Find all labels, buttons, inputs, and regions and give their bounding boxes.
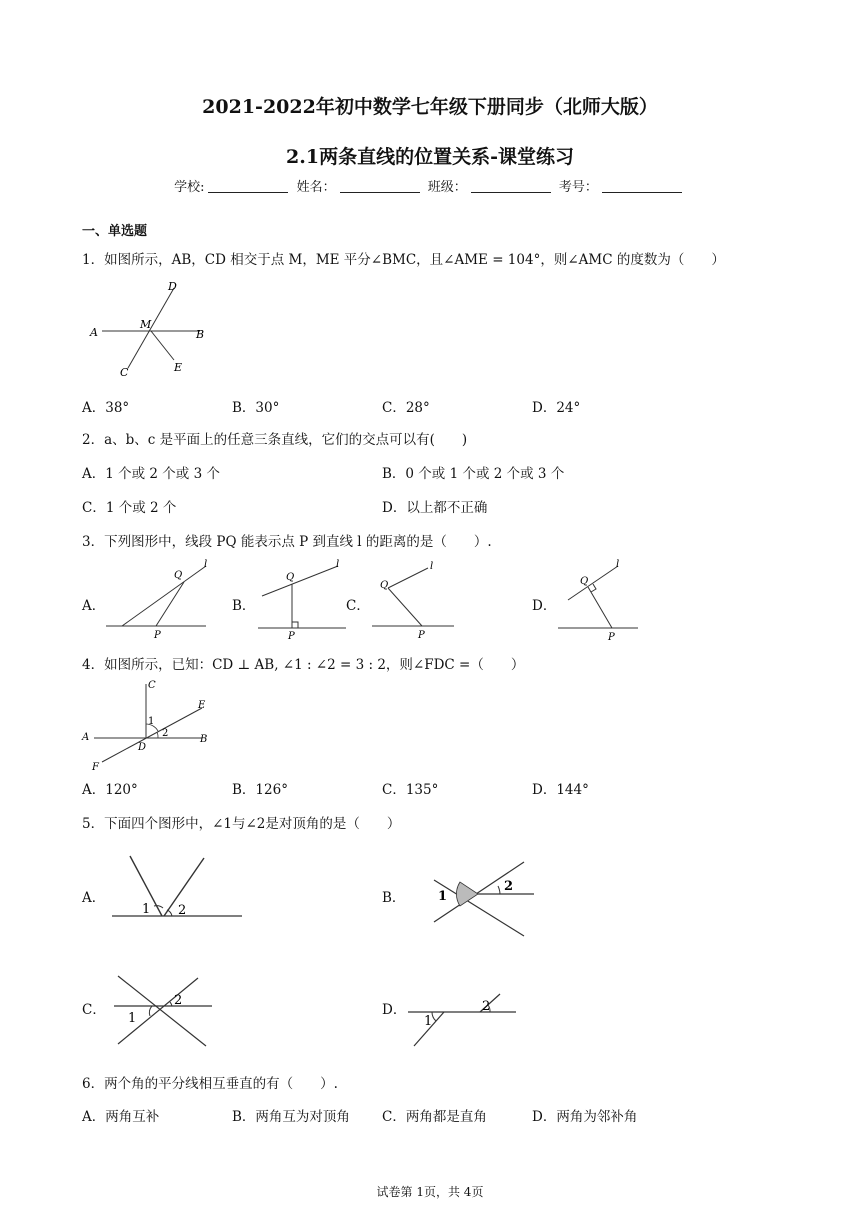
field-name-label: 姓名： xyxy=(296,180,336,195)
label-P: P xyxy=(418,630,425,641)
q4-option-a[interactable]: A．120° xyxy=(82,782,138,798)
q4-option-d[interactable]: D．144° xyxy=(532,782,589,798)
label-angle-1: 1 xyxy=(128,1011,137,1026)
q3-figure-c xyxy=(368,558,468,642)
field-name-blank[interactable] xyxy=(340,180,420,193)
q2-option-c[interactable]: C．1 个或 2 个 xyxy=(82,500,177,516)
q1-option-d[interactable]: D．24° xyxy=(532,400,581,416)
label-M: M xyxy=(140,318,152,331)
q3-option-d[interactable]: D． xyxy=(532,598,557,614)
q3-option-c[interactable]: C． xyxy=(346,598,370,614)
question-2-stem: 2．a、b、c 是平面上的任意三条直线，它们的交点可以有( ) xyxy=(82,432,468,448)
label-Q: Q xyxy=(380,580,389,591)
label-angle-2: 2 xyxy=(482,999,491,1014)
label-angle-1: 1 xyxy=(438,889,448,904)
q6-option-b[interactable]: B．两角互为对顶角 xyxy=(232,1109,350,1125)
q6-option-a[interactable]: A．两角互补 xyxy=(82,1109,160,1125)
label-D: D xyxy=(168,280,177,293)
exam-title: 2021-2022年初中数学七年级下册同步（北师大版） xyxy=(202,96,658,118)
label-D: D xyxy=(138,742,147,753)
label-E: E xyxy=(174,361,183,374)
q3-option-b[interactable]: B． xyxy=(232,598,256,614)
label-angle-2: 2 xyxy=(504,879,514,894)
q4-option-c[interactable]: C．135° xyxy=(382,782,439,798)
lesson-title: 2.1两条直线的位置关系-课堂练习 xyxy=(286,146,574,168)
label-l: l xyxy=(336,559,340,570)
q1-option-b[interactable]: B．30° xyxy=(232,400,280,416)
question-4-figure xyxy=(78,676,218,772)
label-A: A xyxy=(90,326,98,339)
label-angle-1: 1 xyxy=(148,716,155,727)
label-B: B xyxy=(200,734,208,745)
label-P: P xyxy=(154,630,161,641)
question-3-stem: 3．下列图形中，线段 PQ 能表示点 P 到直线 l 的距离的是（ ）. xyxy=(82,534,492,550)
label-angle-2: 2 xyxy=(174,993,183,1008)
q5-figure-d xyxy=(404,990,520,1050)
q5-option-d[interactable]: D． xyxy=(382,1002,407,1018)
label-A: A xyxy=(82,732,90,743)
label-P: P xyxy=(288,631,295,642)
q5-figure-c xyxy=(108,966,218,1052)
field-class-blank[interactable] xyxy=(471,180,551,193)
q5-option-a[interactable]: A． xyxy=(82,890,106,906)
label-Q: Q xyxy=(580,576,589,587)
student-info-line xyxy=(0,176,860,195)
q3-figure-a xyxy=(100,558,215,642)
question-6-stem: 6．两个角的平分线相互垂直的有（ ）. xyxy=(82,1076,338,1092)
label-C: C xyxy=(148,680,156,691)
q2-option-b[interactable]: B．0 个或 1 个或 2 个或 3 个 xyxy=(382,466,565,482)
label-l: l xyxy=(204,559,208,570)
q2-option-d[interactable]: D．以上都不正确 xyxy=(382,500,488,516)
q3-figure-d xyxy=(552,556,648,642)
question-4-stem: 4．如图所示，已知：CD ⊥ AB, ∠1 : ∠2 = 3 : 2，则∠FDC =（ ） xyxy=(82,657,525,673)
field-school-blank[interactable] xyxy=(208,180,288,193)
label-E: E xyxy=(198,700,206,711)
q1-option-a[interactable]: A．38° xyxy=(82,400,130,416)
label-angle-2: 2 xyxy=(178,903,187,918)
label-angle-1: 1 xyxy=(424,1014,433,1029)
label-l: l xyxy=(430,561,434,572)
q5-option-b[interactable]: B． xyxy=(382,890,406,906)
page-footer: 试卷第 1页，共 4页 xyxy=(376,1185,484,1199)
q5-figure-b xyxy=(424,852,544,942)
q2-option-a[interactable]: A．1 个或 2 个或 3 个 xyxy=(82,466,220,482)
question-5-stem: 5．下面四个图形中，∠1与∠2是对顶角的是（ ） xyxy=(82,816,401,832)
field-class-label: 班级： xyxy=(427,180,467,195)
label-C: C xyxy=(120,366,129,378)
label-angle-1: 1 xyxy=(142,902,151,917)
label-angle-2: 2 xyxy=(162,728,169,739)
question-1-figure xyxy=(82,278,222,378)
q3-option-a[interactable]: A． xyxy=(82,598,106,614)
label-Q: Q xyxy=(174,570,183,581)
q6-option-c[interactable]: C．两角都是直角 xyxy=(382,1109,487,1125)
label-l: l xyxy=(616,559,620,570)
q6-option-d[interactable]: D．两角为邻补角 xyxy=(532,1109,638,1125)
label-P: P xyxy=(608,632,615,642)
section-title: 一、单选题 xyxy=(82,224,148,239)
question-1-stem: 1．如图所示，AB，CD 相交于点 M，ME 平分∠BMC，且∠AME = 104°，则∠AMC 的度数为（ ） xyxy=(82,252,725,268)
q1-option-c[interactable]: C．28° xyxy=(382,400,430,416)
q3-figure-b xyxy=(252,558,352,642)
label-Q: Q xyxy=(286,572,295,583)
q4-option-b[interactable]: B．126° xyxy=(232,782,288,798)
field-examno-blank[interactable] xyxy=(602,180,682,193)
field-school-label: 学校: xyxy=(174,180,205,195)
field-examno-label: 考号： xyxy=(558,180,598,195)
q5-figure-a xyxy=(108,850,248,924)
q5-option-c[interactable]: C． xyxy=(82,1002,106,1018)
label-F: F xyxy=(92,762,99,772)
label-B: B xyxy=(196,328,205,341)
